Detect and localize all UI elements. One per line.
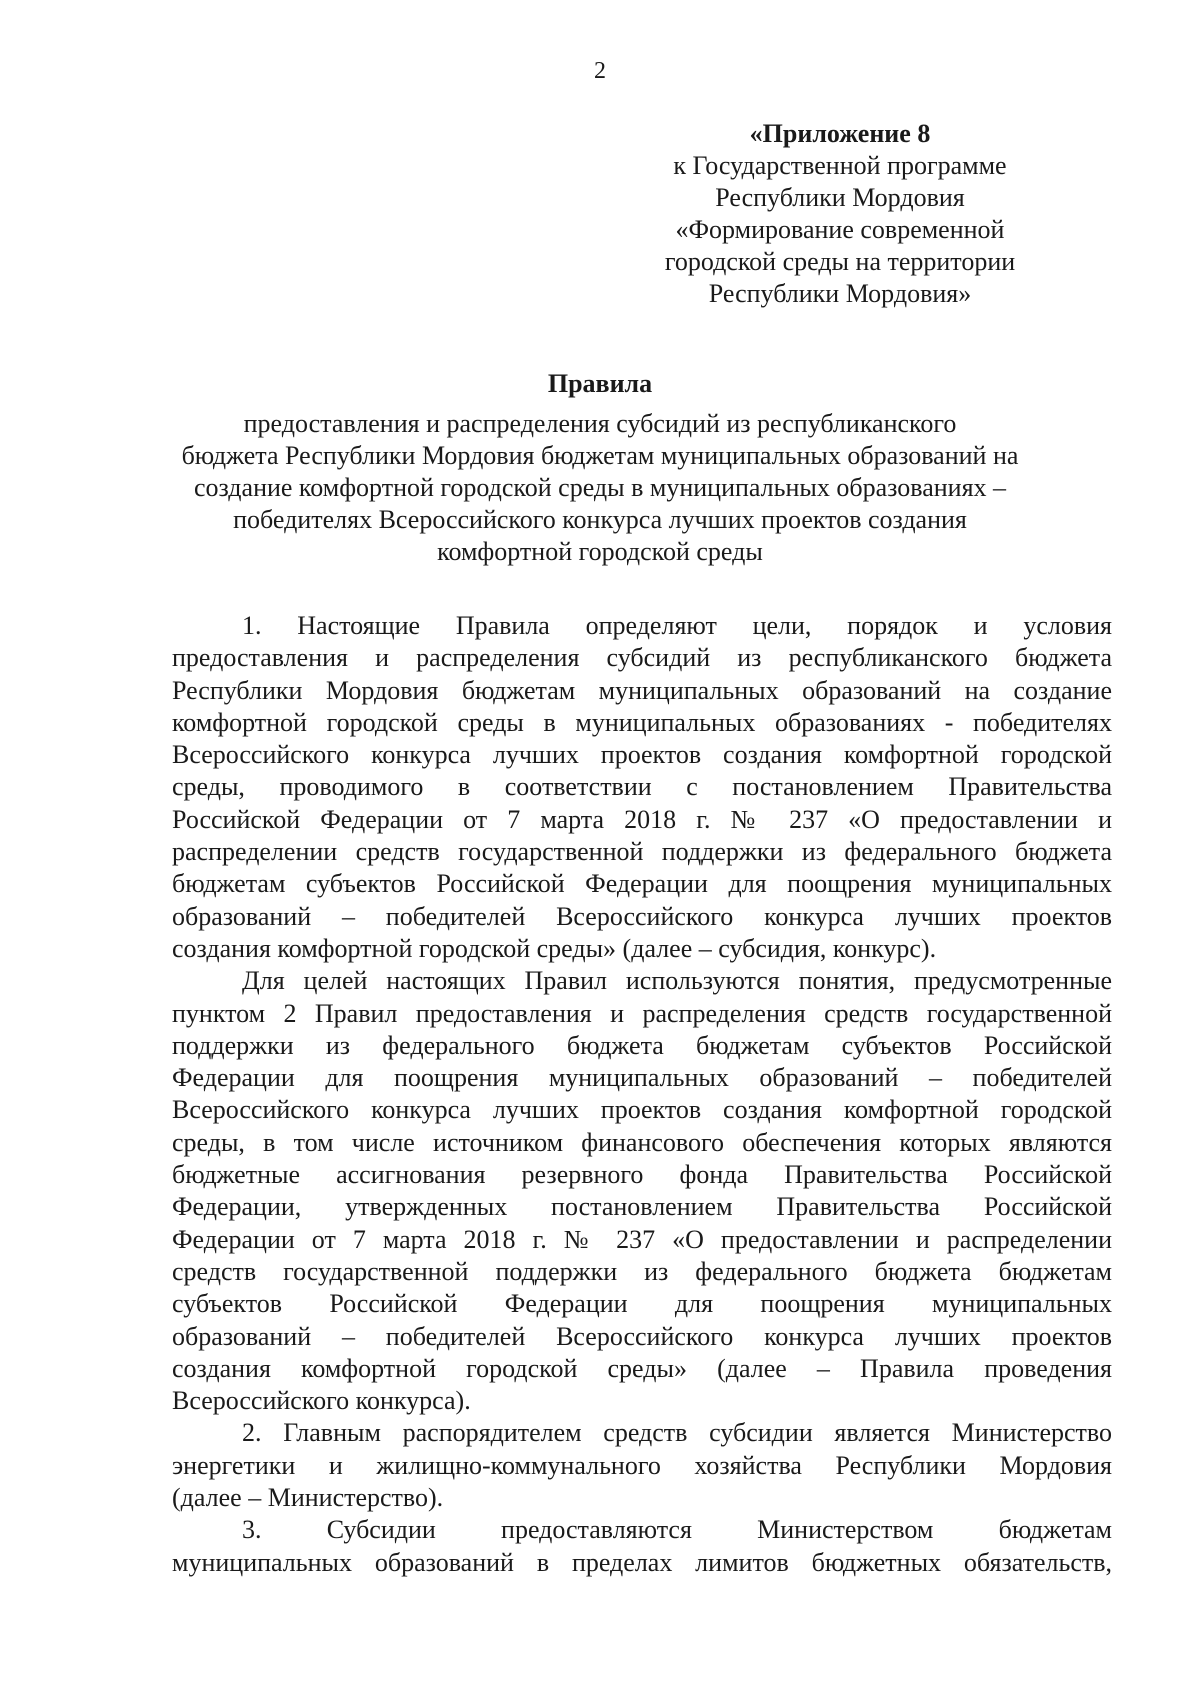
- body-line: создания комфортной городской среды» (далее – субсидия, конкурс).: [172, 933, 937, 963]
- appendix-line: городской среды на территории: [664, 247, 1016, 276]
- body-line: Всероссийского конкурса лучших проектов создания комфортной городской: [172, 1095, 1112, 1125]
- body-line: Всероссийского конкурса лучших проектов создания комфортной городской: [172, 740, 1112, 770]
- appendix-line: Республики Мордовия»: [708, 279, 972, 308]
- appendix-header: [630, 118, 1050, 310]
- body-line: Федерации, утвержденных постановлением Правительства Российской: [172, 1192, 1112, 1222]
- body-line: бюджетам субъектов Российской Федерации для поощрения муниципальных: [172, 869, 1112, 899]
- body-line: среды, проводимого в соответствии с постановлением Правительства: [172, 772, 1112, 802]
- body-line: Федерации для поощрения муниципальных образований – победителей: [172, 1063, 1112, 1093]
- appendix-line: «Формирование современной: [675, 215, 1005, 244]
- appendix-line: к Государственной программе: [673, 151, 1007, 180]
- subtitle-line: комфортной городской среды: [437, 537, 763, 566]
- subtitle-line: предоставления и распределения субсидий из республиканского: [243, 409, 957, 438]
- body-line: создания комфортной городской среды» (далее – Правила проведения: [172, 1353, 1112, 1383]
- appendix-line: Республики Мордовия: [715, 183, 965, 212]
- body-line: энергетики и жилищно-коммунального хозяйства Республики Мордовия: [172, 1450, 1112, 1480]
- body-line: поддержки из федерального бюджета бюджетам субъектов Российской: [172, 1030, 1112, 1060]
- body-line: Всероссийского конкурса).: [172, 1386, 471, 1416]
- document-body: [172, 610, 1112, 1579]
- body-line: среды, в том числе источником финансового обеспечения которых являются: [172, 1127, 1112, 1157]
- body-line: бюджетные ассигнования резервного фонда Правительства Российской: [172, 1160, 1112, 1190]
- body-line: пунктом 2 Правил предоставления и распределения средств государственной: [172, 998, 1112, 1028]
- page-number: 2: [594, 58, 606, 84]
- body-line: Для целей настоящих Правил используются понятия, предусмотренные: [242, 966, 1112, 996]
- body-line: Республики Мордовия бюджетам муниципальных образований на создание: [172, 675, 1112, 705]
- body-line: распределении средств государственной поддержки из федерального бюджета: [172, 837, 1112, 867]
- subtitle-line: бюджета Республики Мордовия бюджетам муниципальных образований на: [181, 441, 1019, 470]
- body-line: предоставления и распределения субсидий из республиканского бюджета: [172, 643, 1112, 673]
- body-line: комфортной городской среды в муниципальных образованиях - победителях: [172, 707, 1112, 737]
- body-line: образований – победителей Всероссийского конкурса лучших проектов: [172, 901, 1112, 931]
- body-line: образований – победителей Всероссийского конкурса лучших проектов: [172, 1321, 1112, 1351]
- body-line: 2. Главным распорядителем средств субсидии является Министерство: [242, 1418, 1112, 1448]
- body-line: средств государственной поддержки из федерального бюджета бюджетам: [172, 1256, 1112, 1286]
- document-title: Правила: [547, 369, 653, 398]
- document-subtitle: [170, 408, 1030, 568]
- appendix-title: «Приложение 8: [749, 119, 931, 148]
- body-line: 3. Субсидии предоставляются Министерством бюджетам: [242, 1515, 1112, 1545]
- body-line: Российской Федерации от 7 марта 2018 г. № 237 «О предоставлении и: [172, 804, 1112, 834]
- subtitle-line: победителях Всероссийского конкурса лучших проектов создания: [233, 505, 967, 534]
- body-line: муниципальных образований в пределах лимитов бюджетных обязательств,: [172, 1547, 1112, 1577]
- body-line: (далее – Министерство).: [172, 1483, 444, 1513]
- body-line: 1. Настоящие Правила определяют цели, порядок и условия: [242, 611, 1112, 640]
- body-line: субъектов Российской Федерации для поощрения муниципальных: [172, 1289, 1112, 1319]
- body-line: Федерации от 7 марта 2018 г. № 237 «О предоставлении и распределении: [172, 1224, 1112, 1254]
- subtitle-line: создание комфортной городской среды в муниципальных образованиях –: [193, 473, 1007, 502]
